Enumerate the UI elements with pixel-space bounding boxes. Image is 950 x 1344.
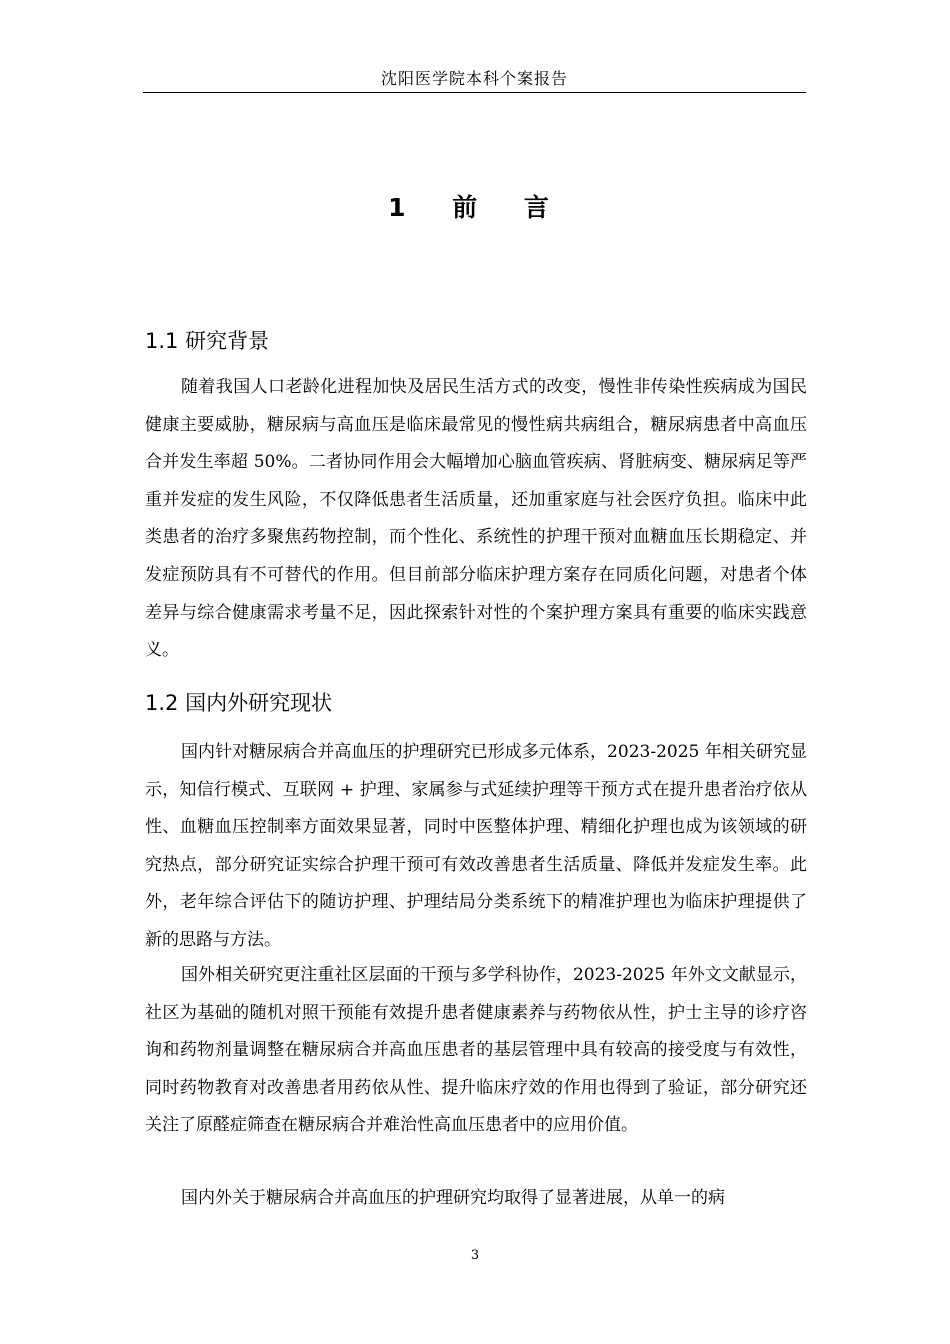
paragraph-research-background: 随着我国人口老龄化进程加快及居民生活方式的改变，慢性非传染性疾病成为国民健康主要威胁，糖尿病与高血压是临床最常见的慢性病共病组合，糖尿病患者中高血压合并发生率超 50%。二者协同作用会大幅增加心脑血管疾病、肾脏病变、糖尿病足等严重并发症的发生风险，不仅降低患者生活质量，还加重家庭与社会医疗负担。临床中此类患者的治疗多聚焦药物控制，而个性化、系统性的护理干预对血糖血压长期稳定、并发症预防具有不可替代的作用。但目前部分临床护理方案存在同质化问题，对患者个体差异与综合健康需求考量不足，因此探索针对性的个案护理方案具有重要的临床实践意义。 (145, 377, 807, 661)
paragraph-summary-start: 国内外关于糖尿病合并高血压的护理研究均取得了显著进展，从单一的病 (181, 1188, 725, 1208)
paragraph-domestic-research: 国内针对糖尿病合并高血压的护理研究已形成多元体系，2023-2025 年相关研究显示，知信行模式、互联网 + 护理、家属参与式延续护理等干预方式在提升患者治疗依从性、血糖血压控制率方面效果显著，同时中医整体护理、精细化护理也成为该领域的研究热点，部分研究证实综合护理干预可有效改善患者生活质量、降低并发症发生率。此外，老年综合评估下的随访护理、护理结局分类系统下的精准护理也为临床护理提供了新的思路与方法。 (145, 742, 807, 950)
paragraph-foreign-research: 国外相关研究更注重社区层面的干预与多学科协作，2023-2025 年外文文献显示，社区为基础的随机对照干预能有效提升患者健康素养与药物依从性，护士主导的诊疗咨询和药物剂量调整在糖尿病合并高血压患者的基层管理中具有较高的接受度与有效性，同时药物教育对改善患者用药依从性、提升临床疗效的作用也得到了验证，部分研究还关注了原醛症筛查在糖尿病合并难治性高血压患者中的应用价值。 (145, 965, 807, 1136)
chapter-title: 1 前 言 (388, 193, 561, 222)
header-title: 沈阳医学院本科个案报告 (380, 69, 568, 88)
section-heading-research-background: 1.1 研究背景 (145, 329, 270, 353)
section-heading-research-status: 1.2 国内外研究现状 (145, 691, 333, 715)
page-number: 3 (470, 1248, 480, 1263)
page-header (143, 68, 806, 93)
